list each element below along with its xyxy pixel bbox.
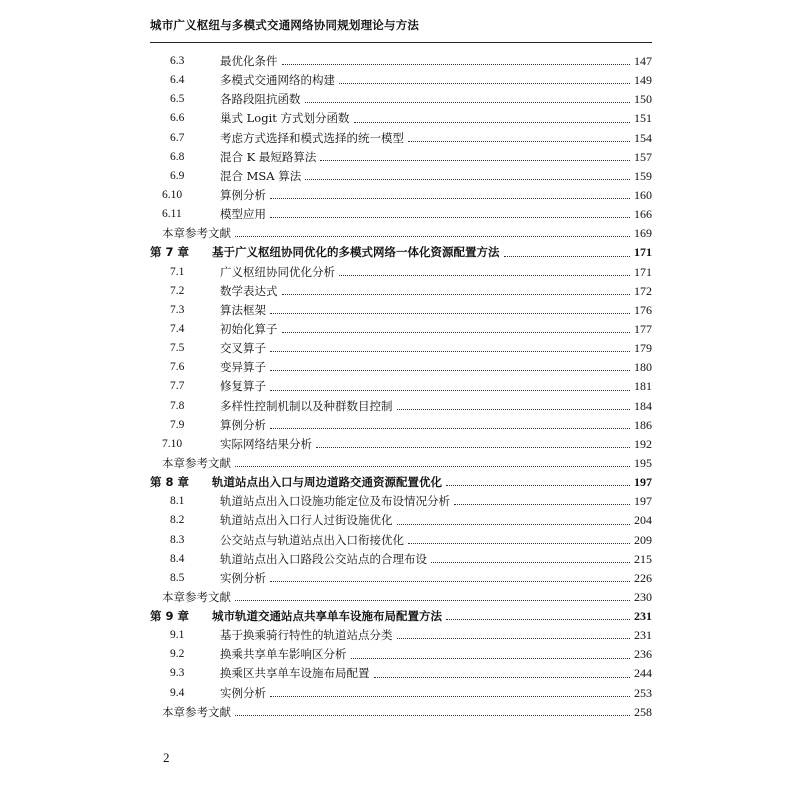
toc-entry-title: 本章参考文献	[162, 589, 231, 604]
toc-entry-title: 考虑方式选择和模式选择的统一模型	[220, 130, 404, 145]
toc-entry-title: 修复算子	[220, 379, 266, 394]
toc-entry-title: 算法框架	[220, 302, 266, 317]
toc-entry-page: 147	[634, 53, 652, 68]
toc-entry-number: 7.10	[162, 437, 183, 450]
toc-section-entry[interactable]	[150, 129, 652, 148]
toc-entry-number: 6.7	[170, 131, 185, 144]
toc-entry-title: 基于换乘骑行特性的轨道站点分类	[220, 628, 393, 643]
toc-entry-page: 226	[634, 570, 652, 585]
toc-entry-title: 本章参考文献	[162, 226, 231, 241]
toc-entry-title: 算例分析	[220, 417, 266, 432]
toc-entry-page: 184	[634, 398, 652, 413]
toc-entry-title: 城市轨道交通站点共享单车设施布局配置方法	[212, 609, 442, 624]
toc-entry-page: 157	[634, 149, 652, 164]
dot-leader	[446, 619, 630, 620]
toc-section-entry[interactable]	[150, 377, 652, 396]
dot-leader	[235, 466, 630, 467]
toc-entry-number: 8.4	[170, 552, 185, 565]
toc-entry-title: 公交站点与轨道站点出入口衔接优化	[220, 532, 404, 547]
dot-leader	[270, 313, 630, 314]
toc-entry-title: 本章参考文献	[162, 455, 231, 470]
dot-leader	[235, 236, 630, 237]
toc-entry-number: 7.1	[170, 265, 185, 278]
dot-leader	[397, 638, 631, 639]
dot-leader	[339, 275, 630, 276]
toc-section-entry[interactable]	[150, 339, 652, 358]
dot-leader	[282, 294, 631, 295]
table-of-contents	[150, 52, 652, 722]
toc-section-entry[interactable]	[150, 320, 652, 339]
toc-entry-number: 7.3	[170, 303, 185, 316]
toc-section-entry[interactable]	[150, 205, 652, 224]
dot-leader	[431, 562, 630, 563]
toc-entry-title: 多模式交通网络的构建	[220, 73, 335, 88]
dot-leader	[446, 485, 630, 486]
toc-entry-number: 6.5	[170, 93, 185, 106]
toc-entry-title: 多样性控制机制以及种群数目控制	[220, 398, 393, 413]
toc-entry-page: 236	[634, 647, 652, 662]
toc-entry-page: 169	[634, 226, 652, 241]
toc-chapter-entry[interactable]	[150, 243, 652, 262]
toc-entry-page: 171	[634, 245, 652, 260]
toc-section-entry[interactable]	[150, 569, 652, 588]
toc-entry-number: 第 7 章	[150, 245, 190, 260]
dot-leader	[270, 390, 630, 391]
toc-entry-page: 197	[634, 475, 652, 490]
dot-leader	[408, 141, 630, 142]
toc-references-entry[interactable]	[150, 224, 652, 243]
toc-entry-title: 混合 MSA 算法	[220, 168, 302, 183]
dot-leader	[504, 256, 631, 257]
toc-section-entry[interactable]	[150, 511, 652, 530]
toc-section-entry[interactable]	[150, 358, 652, 377]
dot-leader	[270, 370, 630, 371]
toc-entry-number: 7.7	[170, 380, 185, 393]
dot-leader	[397, 524, 631, 525]
toc-entry-title: 实际网络结果分析	[220, 436, 312, 451]
page-number: 2	[163, 750, 170, 765]
toc-section-entry[interactable]	[150, 645, 652, 664]
toc-references-entry[interactable]	[150, 703, 652, 722]
toc-entry-number: 6.4	[170, 74, 185, 87]
toc-entry-number: 6.10	[162, 188, 183, 201]
toc-section-entry[interactable]	[150, 263, 652, 282]
toc-entry-page: 154	[634, 130, 652, 145]
toc-section-entry[interactable]	[150, 531, 652, 550]
dot-leader	[270, 217, 630, 218]
toc-entry-page: 181	[634, 379, 652, 394]
toc-entry-page: 179	[634, 341, 652, 356]
toc-entry-number: 7.9	[170, 418, 185, 431]
toc-section-entry[interactable]	[150, 416, 652, 435]
toc-entry-title: 实例分析	[220, 685, 266, 700]
toc-section-entry[interactable]	[150, 665, 652, 684]
toc-section-entry[interactable]	[150, 492, 652, 511]
toc-chapter-entry[interactable]	[150, 473, 652, 492]
toc-entry-title: 基于广义枢纽协同优化的多模式网络一体化资源配置方法	[212, 245, 500, 260]
dot-leader	[320, 160, 630, 161]
dot-leader	[354, 122, 630, 123]
toc-section-entry[interactable]	[150, 90, 652, 109]
toc-entry-page: 159	[634, 168, 652, 183]
dot-leader	[351, 658, 631, 659]
toc-entry-number: 8.5	[170, 571, 185, 584]
toc-entry-page: 177	[634, 321, 652, 336]
toc-entry-page: 172	[634, 283, 652, 298]
toc-section-entry[interactable]	[150, 550, 652, 569]
toc-entry-number: 6.3	[170, 54, 185, 67]
dot-leader	[339, 83, 630, 84]
toc-entry-page: 204	[634, 513, 652, 528]
toc-entry-title: 变异算子	[220, 360, 266, 375]
toc-entry-number: 9.3	[170, 667, 185, 680]
toc-entry-number: 8.1	[170, 495, 185, 508]
dot-leader	[270, 696, 630, 697]
dot-leader	[374, 677, 631, 678]
toc-entry-number: 第 9 章	[150, 609, 190, 624]
toc-entry-number: 7.8	[170, 399, 185, 412]
toc-entry-title: 本章参考文献	[162, 704, 231, 719]
toc-entry-number: 9.4	[170, 686, 185, 699]
toc-entry-page: 258	[634, 704, 652, 719]
toc-entry-title: 各路段阻抗函数	[220, 92, 301, 107]
dot-leader	[270, 581, 630, 582]
toc-entry-page: 230	[634, 589, 652, 604]
toc-entry-page: 151	[634, 111, 652, 126]
toc-entry-title: 实例分析	[220, 570, 266, 585]
toc-section-entry[interactable]	[150, 109, 652, 128]
toc-section-entry[interactable]	[150, 148, 652, 167]
toc-entry-page: 209	[634, 532, 652, 547]
toc-entry-page: 215	[634, 551, 652, 566]
toc-entry-number: 7.4	[170, 322, 185, 335]
toc-entry-title: 轨道站点出入口与周边道路交通资源配置优化	[212, 475, 442, 490]
toc-entry-title: 轨道站点出入口设施功能定位及布设情况分析	[220, 494, 450, 509]
toc-chapter-entry[interactable]	[150, 607, 652, 626]
dot-leader	[305, 179, 630, 180]
toc-section-entry[interactable]	[150, 397, 652, 416]
dot-leader	[235, 600, 630, 601]
dot-leader	[316, 447, 630, 448]
toc-entry-title: 轨道站点出入口路段公交站点的合理布设	[220, 551, 427, 566]
toc-entry-number: 8.2	[170, 514, 185, 527]
toc-entry-page: 180	[634, 360, 652, 375]
toc-entry-title: 广义枢纽协同优化分析	[220, 264, 335, 279]
dot-leader	[270, 351, 630, 352]
toc-entry-number: 6.11	[162, 208, 182, 221]
dot-leader	[408, 543, 630, 544]
toc-entry-page: 186	[634, 417, 652, 432]
toc-entry-page: 160	[634, 187, 652, 202]
toc-entry-number: 9.1	[170, 629, 185, 642]
toc-entry-page: 171	[634, 264, 652, 279]
dot-leader	[282, 64, 631, 65]
toc-section-entry[interactable]	[150, 282, 652, 301]
toc-entry-title: 换乘区共享单车设施布局配置	[220, 666, 370, 681]
toc-entry-title: 换乘共享单车影响区分析	[220, 647, 347, 662]
toc-entry-title: 混合 K 最短路算法	[220, 149, 317, 164]
dot-leader	[270, 198, 630, 199]
toc-entry-page: 176	[634, 302, 652, 317]
toc-references-entry[interactable]	[150, 454, 652, 473]
toc-section-entry[interactable]	[150, 435, 652, 454]
toc-entry-page: 244	[634, 666, 652, 681]
toc-section-entry[interactable]	[150, 626, 652, 645]
toc-section-entry[interactable]	[150, 71, 652, 90]
header-rule	[150, 42, 652, 43]
toc-section-entry[interactable]	[150, 52, 652, 71]
toc-section-entry[interactable]	[150, 301, 652, 320]
toc-entry-page: 197	[634, 494, 652, 509]
toc-entry-page: 166	[634, 207, 652, 222]
toc-entry-page: 149	[634, 73, 652, 88]
dot-leader	[305, 102, 631, 103]
toc-entry-page: 253	[634, 685, 652, 700]
running-header: 城市广义枢纽与多模式交通网络协同规划理论与方法	[150, 18, 420, 32]
dot-leader	[235, 715, 630, 716]
toc-entry-number: 第 8 章	[150, 475, 190, 490]
toc-entry-number: 6.8	[170, 150, 185, 163]
toc-entry-page: 192	[634, 436, 652, 451]
dot-leader	[270, 428, 630, 429]
toc-entry-title: 交叉算子	[220, 341, 266, 356]
toc-entry-number: 7.5	[170, 342, 185, 355]
toc-entry-number: 6.6	[170, 112, 185, 125]
toc-entry-title: 轨道站点出入口行人过街设施优化	[220, 513, 393, 528]
toc-entry-number: 7.6	[170, 361, 185, 374]
toc-entry-page: 195	[634, 455, 652, 470]
toc-entry-number: 6.9	[170, 169, 185, 182]
toc-entry-page: 231	[634, 609, 652, 624]
toc-entry-title: 初始化算子	[220, 321, 278, 336]
toc-entry-title: 最优化条件	[220, 53, 278, 68]
dot-leader	[454, 504, 630, 505]
dot-leader	[282, 332, 631, 333]
toc-entry-title: 算例分析	[220, 187, 266, 202]
toc-references-entry[interactable]	[150, 588, 652, 607]
toc-entry-page: 231	[634, 628, 652, 643]
toc-entry-title: 数学表达式	[220, 283, 278, 298]
toc-entry-title: 巢式 Logit 方式划分函数	[220, 111, 350, 126]
toc-entry-number: 7.2	[170, 284, 185, 297]
toc-entry-title: 模型应用	[220, 207, 266, 222]
toc-entry-number: 9.2	[170, 648, 185, 661]
toc-section-entry[interactable]	[150, 167, 652, 186]
toc-entry-number: 8.3	[170, 533, 185, 546]
toc-section-entry[interactable]	[150, 684, 652, 703]
dot-leader	[397, 409, 631, 410]
toc-section-entry[interactable]	[150, 186, 652, 205]
toc-entry-page: 150	[634, 92, 652, 107]
